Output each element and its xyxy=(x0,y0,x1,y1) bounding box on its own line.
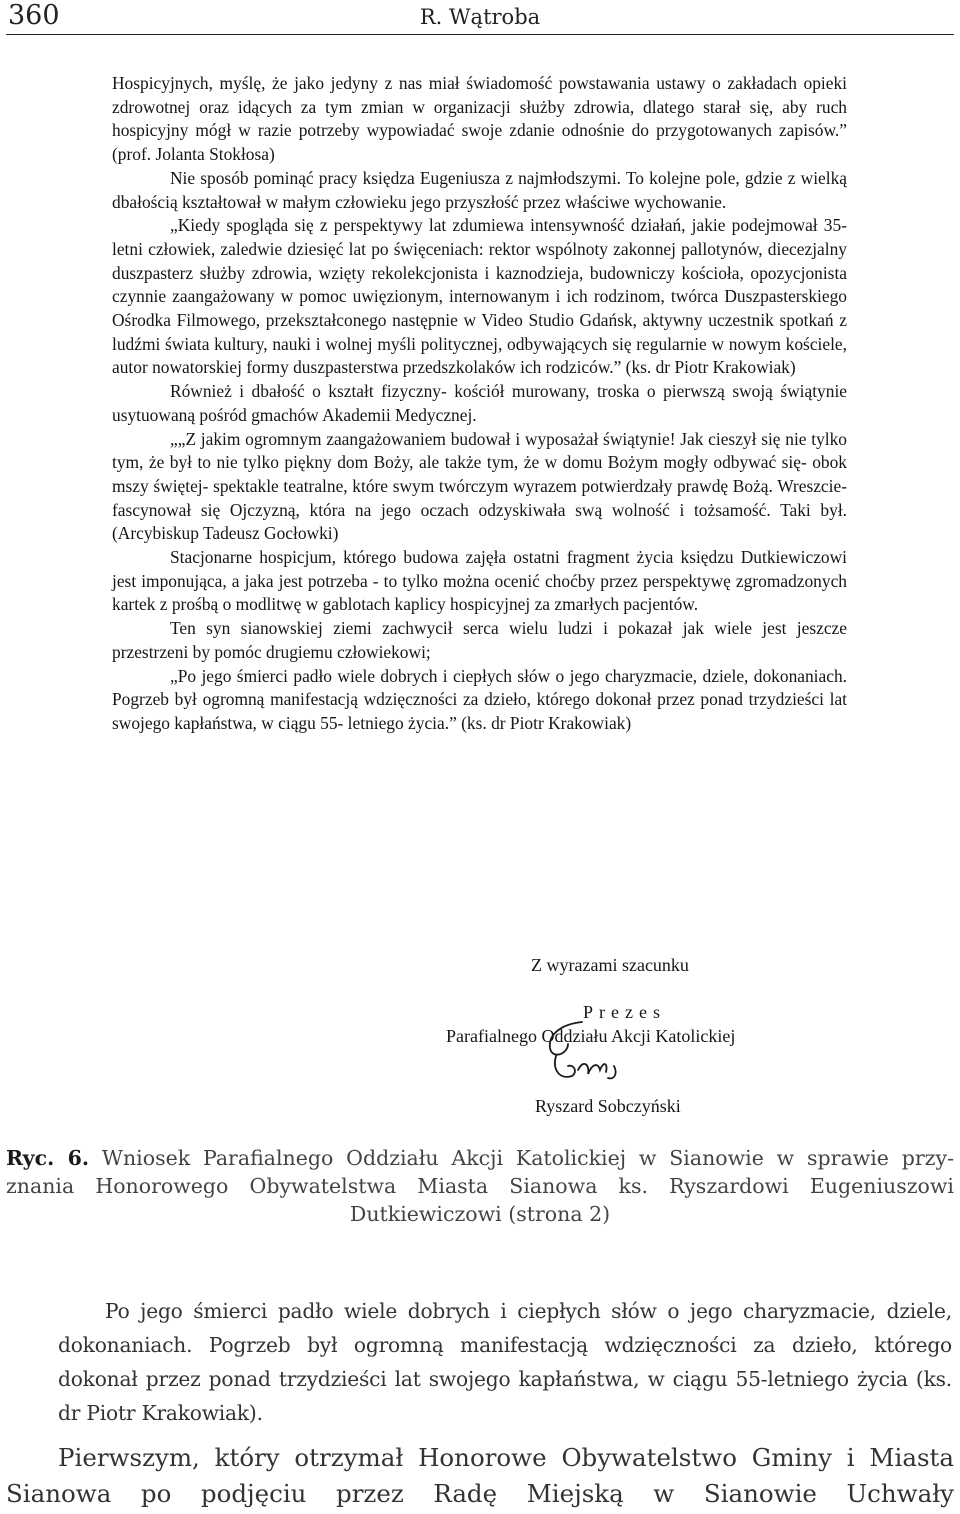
signature-title: Prezes xyxy=(583,1002,666,1022)
quote-text: Po jego śmierci padło wiele dobrych i ciepłych słów o jego charyzmacie, dziele, dokonaniach. Pogrzeb był ogromną manifestacją wdzięczności za dzieło, którego dokonał przez ponad trzydzieści lat swojego kapłaństwa, w ciągu 55-letniego życia (ks. dr Piotr Krakowiak). xyxy=(58,1299,952,1425)
running-header xyxy=(6,0,954,35)
scanned-letter xyxy=(112,72,847,736)
letter-paragraph: Ten syn sianowskiej ziemi zachwycił serca wielu ludzi i pokazał jak wiele jest jeszcze przestrzeni by pomóc drugiemu człowiekowi; xyxy=(112,618,847,662)
handwritten-signature xyxy=(538,1020,638,1100)
signature-greeting: Z wyrazami szacunku xyxy=(531,955,689,975)
letter-paragraph: „Kiedy spogląda się z perspektywy lat zdumiewa intensywność działań, jakie podejmował 35-letni człowiek, zaledwie dziesięć lat po święceniach: rektor wspólnoty zakonnej pallotynów, diecezjalny duszpasterz służby zdrowia, wzięty rekolekcjonista i kaznodzieja, budowniczy kościoła, opozycjonista czynnie zaangażowany w pomoc uwięzionym, internowanym i ich rodzinom, twórca Duszpasterskiego Ośrodka Filmowego, przekształconego następnie w Video Studio Gdańsk, aktywny uczestnik spotkań z ludźmi świata kultury, nauki i wolnej myśli politycznej, odbywających się regularnie w nowym kościele, autor nowatorskiej formy duszpasterstwa przedszkolaków ich rodziców.” (ks. dr Piotr Krakowiak) xyxy=(112,215,847,378)
caption-line: Wniosek Parafialnego Oddziału Akcji Katolickiej w Sianowie w sprawie przy- xyxy=(101,1146,954,1170)
letter-paragraph: Hospicyjnych, myślę, że jako jedyny z nas miał świadomość powstawania ustawy o zakładach opieki zdrowotnej oraz idących za tym zmian w organizacji służby zdrowia, dlatego starał się, aby ruch hospicyjny mógł w razie potrzeby wypowiadać swoje zdanie odnośnie do przygotowanych zapisów.” (prof. Jolanta Stokłosa) xyxy=(112,73,847,165)
caption-line: Dutkiewiczowi (strona 2) xyxy=(349,1202,611,1226)
main-text xyxy=(6,1440,954,1512)
letter-paragraph: Stacjonarne hospicjum, którego budowa zajęła ostatni fragment życia księdzu Dutkiewiczowi jest imponująca, a jaka jest potrzeba - to tylko można ocenić choćby przez perspektywę zgromadzonych kartek z prośbą o modlitwę w gablotach kaplicy hospicyjnej za zmarłych pacjentów. xyxy=(112,547,847,615)
running-head-author: R. Wątroba xyxy=(419,5,541,29)
letter-paragraph: „Po jego śmierci padło wiele dobrych i ciepłych słów o jego charyzmacie, dziele, dokonaniach. Pogrzeb był ogromną manifestacją wdzięczności za dzieło, którego dokonał przez ponad trzydzieści lat swojego kapłaństwa, w ciągu 55- letniego życia.” (ks. dr Piotr Krakowiak) xyxy=(112,665,847,733)
quoted-passage xyxy=(58,1294,952,1430)
signatory-name: Ryszard Sobczyński xyxy=(535,1096,681,1116)
figure-label: Ryc. 6. xyxy=(6,1146,90,1170)
letter-paragraph: Nie sposób pominąć pracy księdza Eugeniusza z najmłodszymi. To kolejne pole, gdzie z wielką dbałością kształtował w małym człowieku jego przyszłość przez właściwe wychowanie. xyxy=(112,167,847,212)
signature-organization: Parafialnego Oddziału Akcji Katolickiej xyxy=(446,1026,736,1046)
figure-caption xyxy=(6,1144,954,1228)
page-number: 360 xyxy=(8,0,60,31)
caption-line: znania Honorowego Obywatelstwa Miasta Sianowa ks. Ryszardowi Eugeniuszowi xyxy=(6,1174,954,1198)
body-paragraph: Pierwszym, który otrzymał Honorowe Obywatelstwo Gminy i Miasta Sianowa po podjęciu przez Radę Miejską w Sianowie Uchwały xyxy=(6,1443,954,1508)
letter-paragraph: „„Z jakim ogromnym zaangażowaniem budował i wyposażał świątynie! Jak cieszył się nie tylko tym, że był to nie tylko piękny dom Boży, ale także tym, że w domu Bożym mogły odbywać się- obok mszy świętej- spektakle teatralne, które swym twórczym wyrazem potwierdzały prawdę Bożą. Wreszcie- fascynował się Ojczyzną, która na jego oczach odzyskiwała swą wolność i tożsamość. Taki był. (Arcybiskup Tadeusz Gocłowki) xyxy=(112,428,847,544)
letter-paragraph: Również i dbałość o kształt fizyczny- kościół murowany, troska o pierwszą swoją świątynie usytuowaną pośród gmachów Akademii Medycznej. xyxy=(112,381,847,425)
